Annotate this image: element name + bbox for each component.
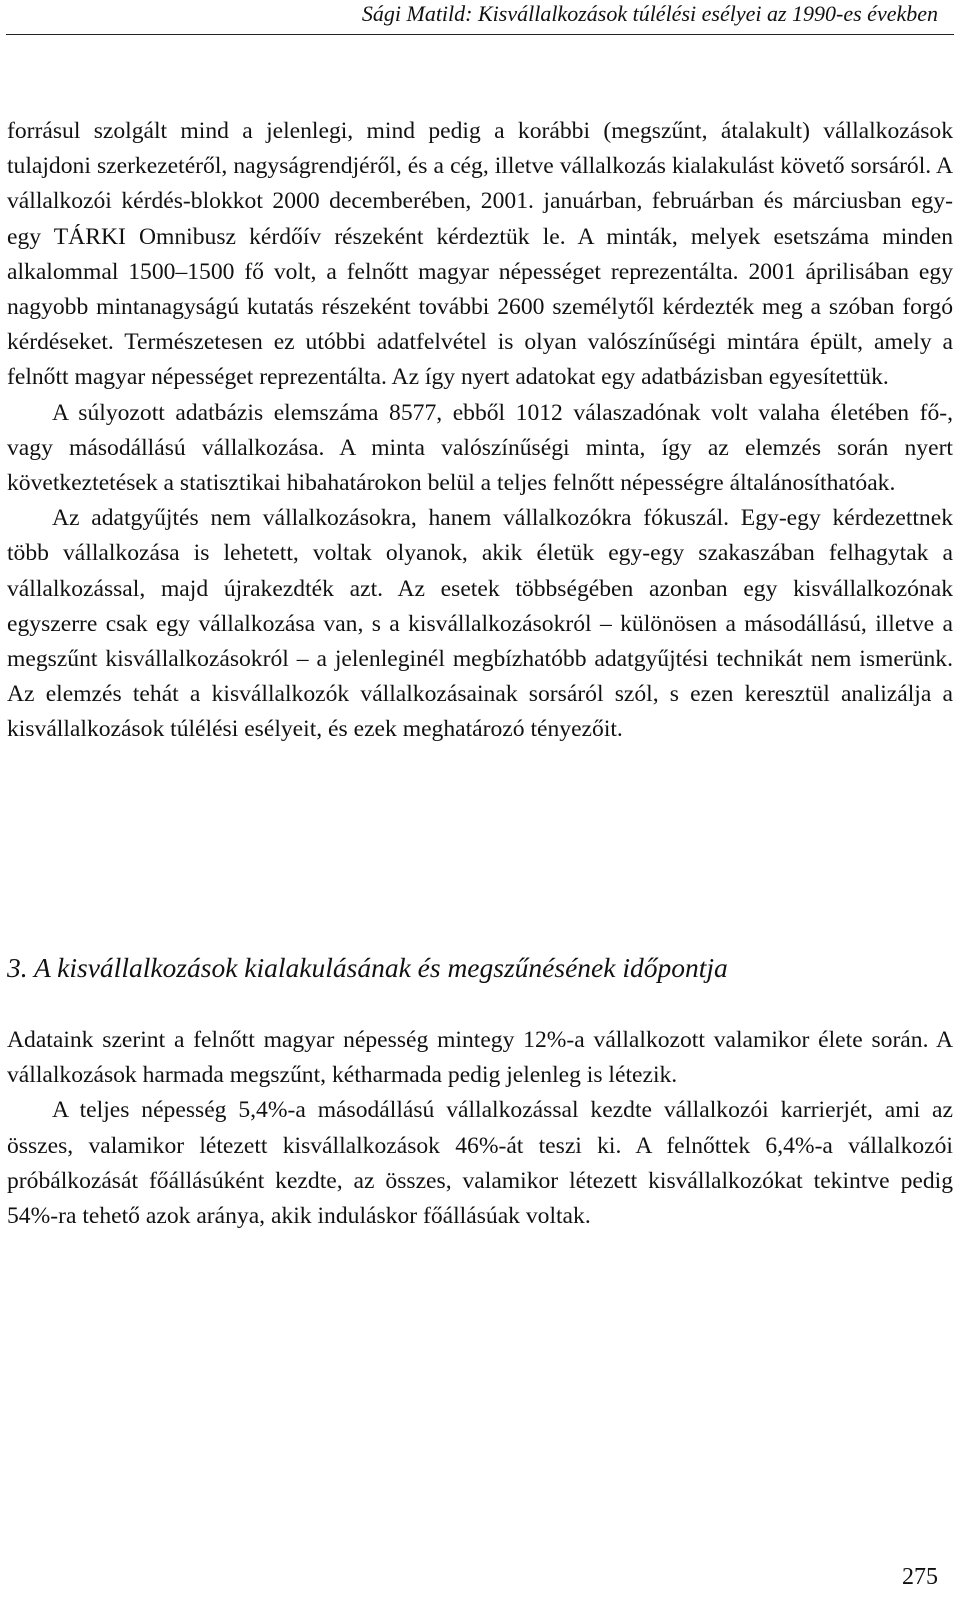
paragraph: Az adatgyűjtés nem vállalkozásokra, hanem vállalkozókra fókuszál. Egy-egy kérdezettnek több vállalkozása is lehetett, voltak olyanok, akik életük egy-egy szakaszában felhagytak a vállalkozással, majd újrakezdték azt. Az esetek többségében azonban egy kisvállalkozónak egyszerre csak egy vállalkozása van, s a kisvállalkozásokról – különösen a másodállású, illetve a megszűnt kisvállalkozásokról – a jelenleginél megbízhatóbb adatgyűjtési technikát nem ismerünk. Az elemzés tehát a kisvállalkozók vállalkozásainak sorsáról szól, s ezen keresztül analizálja a kisvállalkozások túlélési esélyeit, és ezek meghatározó tényezőit. [7,505,953,743]
body-text-bottom [7,1023,953,1234]
running-header: Sági Matild: Kisvállalkozások túlélési esélyei az 1990-es években [361,1,938,26]
paragraph: A súlyozott adatbázis elemszáma 8577, ebből 1012 válaszadónak volt valaha életében fő-, vagy másodállású vállalkozása. A minta valószínűségi minta, így az elemzés során nyert következtetések a statisztikai hibahatárokon belül a teljes felnőtt népességre általánosíthatóak. [7,399,953,497]
page-number: 275 [902,1564,938,1590]
paragraph: forrásul szolgált mind a jelenlegi, mind pedig a korábbi (megszűnt, átalakult) vállalkozások tulajdoni szerkezetéről, nagyságrendjéről, és a cég, illetve vállalkozás kialakulást követő sorsáról. A vállalkozói kérdés-blokkot 2000 decemberében, 2001. januárban, februárban és márciusban egy-egy TÁRKI Omnibusz kérdőív részeként kérdeztük le. A minták, melyek esetszáma minden alkalommal 1500–1500 fő volt, a felnőtt magyar népességet reprezentálta. 2001 áprilisában egy nagyobb mintanagyságú kutatás részeként további 2600 személytől kérdezték meg a szóban forgó kérdéseket. Természetesen ez utóbbi adatfelvétel is olyan valószínűségi mintára épült, amely a felnőtt magyar népességet reprezentálta. Az így nyert adatokat egy adatbázisban egyesítettük. [7,118,953,391]
paragraph: A teljes népesség 5,4%-a másodállású vállalkozással kezdte vállalkozói karrierjét, ami az összes, valamikor létezett kisvállalkozások 46%-át teszi ki. A felnőttek 6,4%-a vállalkozói próbálkozását főállásúként kezdte, az összes, valamikor létezett kisvállalkozókat tekintve pedig 54%-ra tehető azok aránya, akik induláskor főállásúak voltak. [7,1097,953,1230]
paragraph: Adataink szerint a felnőtt magyar népesség mintegy 12%-a vállalkozott valamikor élete során. A vállalkozások harmada megszűnt, kétharmada pedig jelenleg is létezik. [7,1027,953,1089]
section-heading: 3. A kisvállalkozások kialakulásának és megszűnésének időpontja [7,952,728,983]
body-text-top [7,114,953,748]
header-rule [6,34,954,35]
